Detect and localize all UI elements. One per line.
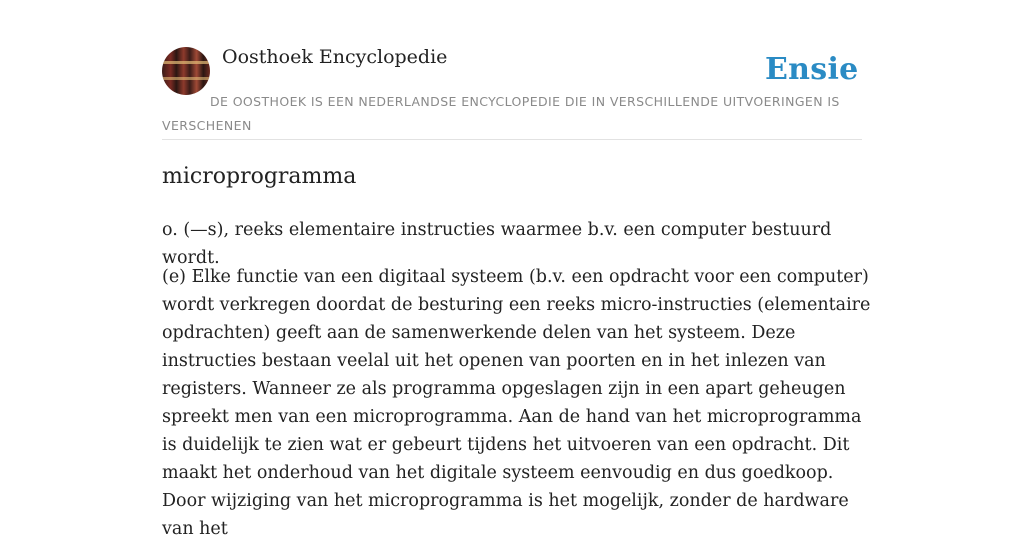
site-name[interactable]: Oosthoek Encyclopedie — [222, 46, 448, 68]
brand-logo[interactable]: Ensie — [765, 52, 859, 87]
header-divider — [162, 139, 862, 140]
site-tagline: DE OOSTHOEK IS EEN NEDERLANDSE ENCYCLOPEDIE DIE IN VERSCHILLENDE UITVOERINGEN IS VERSCHENEN — [162, 94, 840, 133]
encyclopedia-books-icon[interactable] — [162, 47, 210, 95]
article-body: (e) Elke functie van een digitaal systeem (b.v. een opdracht voor een computer) wordt verkregen doordat de besturing een reeks micro-instructies (elementaire opdrachten) geeft aan de samenwerkende delen van het systeem. Deze instructies bestaan veelal uit het openen van poorten en in het inlezen van registers. Wanneer ze als programma opgeslagen zijn in een apart geheugen spreekt men van een microprogramma. Aan de hand van het microprogramma is duidelijk te zien wat er gebeurt tijdens het uitvoeren van een opdracht. Dit maakt het onderhoud van het digitale systeem eenvoudig en dus goedkoop. Door wijziging van het microprogramma is het mogelijk, zonder de hardware van het — [162, 267, 871, 539]
article-title: microprogramma — [162, 164, 357, 189]
article-definition: o. (—s), reeks elementaire instructies waarmee b.v. een computer bestuurd wordt. — [162, 220, 832, 268]
